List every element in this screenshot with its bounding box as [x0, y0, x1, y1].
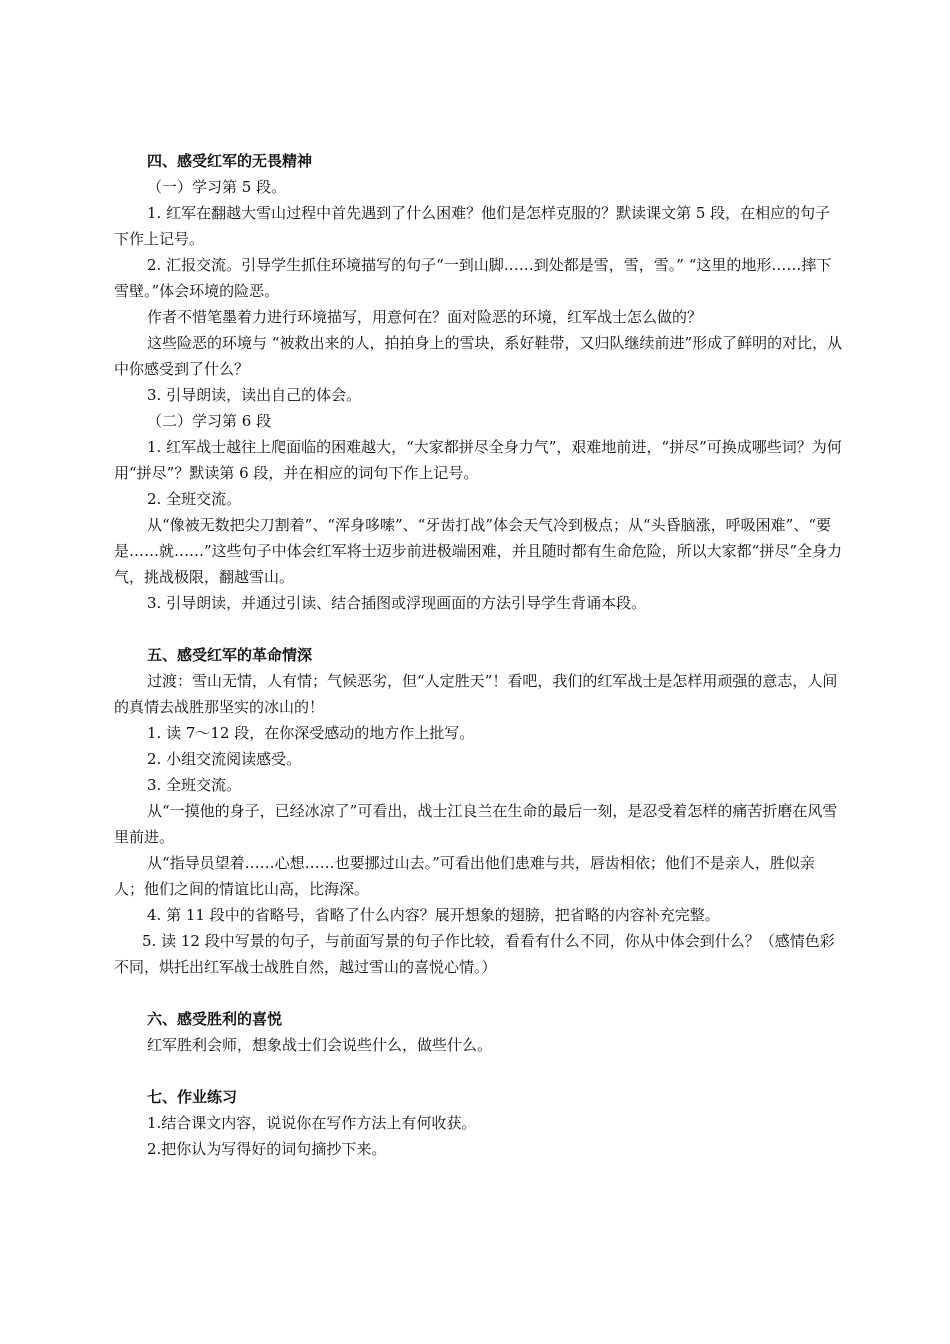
- paragraph: 从“像被无数把尖刀割着”、“浑身哆嗦”、“牙齿打战”体会天气冷到极点；从“头昏脑涨，呼吸困难”、“要是……就……”这些句子中体会红军将士迈步前进极端困难，并且随时都有生命危险，所以大家都“拼尽”全身力气，挑战极限，翻越雪山。: [114, 516, 843, 586]
- paragraph: 2. 小组交流阅读感受。: [147, 750, 302, 768]
- paragraph: 这些险恶的环境与 “被救出来的人，拍拍身上的雪块，系好鞋带，又归队继续前进”形成了鲜明的对比，从中你感受到了什么？: [114, 334, 843, 378]
- paragraph: 2.把你认为写得好的词句摘抄下来。: [147, 1140, 387, 1158]
- section-heading: 七、作业练习: [147, 1088, 238, 1106]
- paragraph: 1. 读 7～12 段，在你深受感动的地方作上批写。: [147, 724, 475, 742]
- paragraph: （二）学习第 6 段: [147, 412, 272, 430]
- paragraph: 1.结合课文内容，说说你在写作方法上有何收获。: [147, 1114, 477, 1132]
- spacer: [114, 980, 844, 1006]
- paragraph: 从“指导员望着……心想……也要挪过山去。”可看出他们患难与共，唇齿相依；他们不是亲人，胜似亲人；他们之间的情谊比山高，比海深。: [114, 854, 815, 898]
- paragraph: 3. 全班交流。: [147, 776, 242, 794]
- paragraph: 1. 红军在翻越大雪山过程中首先遇到了什么困难？他们是怎样克服的？默读课文第 5 段，在相应的句子下作上记号。: [114, 204, 831, 248]
- paragraph: 过渡：雪山无情，人有情；气候恶劣，但“人定胜天”！看吧，我们的红军战士是怎样用顽强的意志，人间的真情去战胜那坚实的冰山的！: [114, 672, 838, 716]
- spacer: [114, 616, 844, 642]
- spacer: [114, 1058, 844, 1084]
- paragraph: 2. 汇报交流。引导学生抓住环境描写的句子“一到山脚……到处都是雪，雪，雪。” “这里的地形……摔下雪壁。”体会环境的险恶。: [114, 256, 832, 300]
- paragraph: 4. 第 11 段中的省略号，省略了什么内容？展开想象的翅膀，把省略的内容补充完整。: [147, 906, 720, 924]
- paragraph: 红军胜利会师，想象战士们会说些什么，做些什么。: [147, 1036, 493, 1054]
- section-6: [114, 1006, 844, 1058]
- section-heading: 六、感受胜利的喜悦: [147, 1010, 283, 1028]
- paragraph: 1. 红军战士越往上爬面临的困难越大，“大家都拼尽全身力气”，艰难地前进，“拼尽”可换成哪些词？为何用“拼尽”？默读第 6 段，并在相应的词句下作上记号。: [114, 438, 842, 482]
- section-heading: 四、感受红军的无畏精神: [147, 152, 313, 170]
- section-heading: 五、感受红军的革命情深: [147, 646, 313, 664]
- document-page: [114, 148, 844, 1162]
- paragraph: 3. 引导朗读，并通过引读、结合插图或浮现画面的方法引导学生背诵本段。: [147, 594, 647, 612]
- paragraph: 2. 全班交流。: [147, 490, 242, 508]
- paragraph: 作者不惜笔墨着力进行环境描写，用意何在？面对险恶的环境，红军战士怎么做的？: [147, 308, 703, 326]
- section-5: [114, 642, 844, 980]
- paragraph: 从“一摸他的身子，已经冰凉了”可看出，战士江良兰在生命的最后一刻，是忍受着怎样的痛苦折磨在风雪里前进。: [114, 802, 838, 846]
- paragraph: （一）学习第 5 段。: [147, 178, 287, 196]
- paragraph: 3. 引导朗读，读出自己的体会。: [147, 386, 362, 404]
- section-4: [114, 148, 844, 616]
- paragraph: 5. 读 12 段中写景的句子，与前面写景的句子作比较，看看有什么不同，你从中体会到什么？（感情色彩不同，烘托出红军战士战胜自然，越过雪山的喜悦心情。）: [114, 932, 835, 976]
- section-7: [114, 1084, 844, 1162]
